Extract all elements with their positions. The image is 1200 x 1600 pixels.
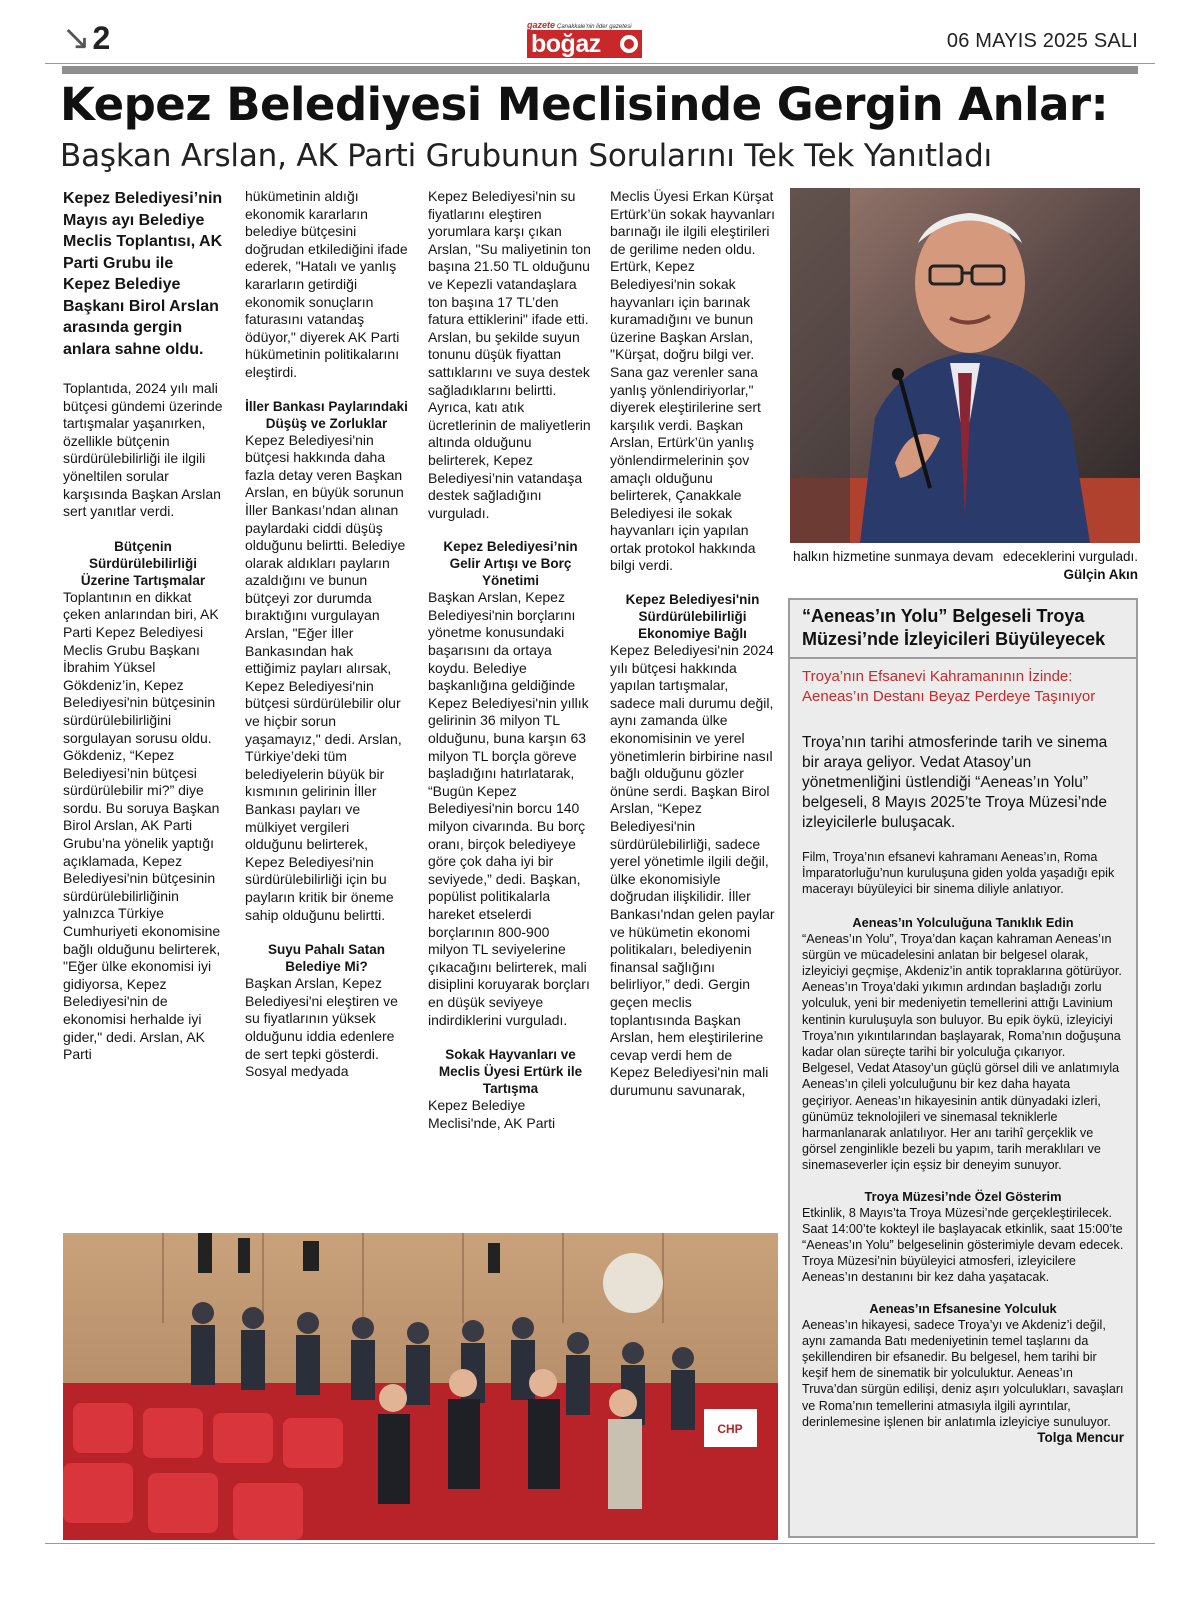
header-bar [62,66,1138,74]
paragraph: Film, Troya’nın efsanevi kahramanı Aeneas’ın, Roma İmparatorluğu’nun kuruluşuna giden yolda yaşadığı epik macerayı büyüleyici bir sinema diliyle anlatıyor. [802,850,1115,897]
photo-caption-left: halkın hizmetine sunmaya devam [793,549,994,564]
header-divider [45,63,1155,64]
speaker-photo [790,188,1140,543]
paragraph: Kepez Belediyesi'nin 2024 yılı bütçesi hakkında yapılan tartışmalar, sadece mali durumu değil, aynı zamanda ülke ekonomisinin ve yerel yönetimlerin birbirine nasıl bağlı olduğunu gözler önüne serdi. Başkan Birol Arslan, “Kepez Belediyesi'nin sürdürülebilirliği, sadece yerel yönetimle ilgili değil, ülke ekonomisiyle doğrudan ilişkilidir. İller Bankası'ndan gelen paylar ve hükümetin ekonomi politikaları, belediyenin finansal sağlığını belirliyor,” dedi. Gergin geçen meclis toplantısında Başkan Arslan, hem eleştirilerine cevap verdi hem de Kepez Belediyesi'nin mali durumunu savunarak, [610,642,775,1098]
sidebar-intro: Troya’nın tarihi atmosferinde tarih ve sinema bir araya geliyor. Vedat Atasoy’un yönetmenliğini üstlendiği “Aeneas’ın Yolu” belgeseli, 8 Mayıs 2025’te Troya Müzesi’nde izleyicilerle buluşacak. [802,734,1108,831]
issue-date: 06 MAYIS 2025 SALI [946,30,1138,52]
photo-caption-right: edeceklerini vurguladı. Gülçin Akın [1002,549,1138,582]
section-heading: Bütçenin Sürdürülebilirliği Üzerine Tartışmalar [80,538,206,588]
page-number: ↘ 2 [62,19,111,57]
section-heading: Sokak Hayvanları ve Meclis Üyesi Ertürk ile Tartışma [438,1047,583,1097]
paragraph: Kepez Belediyesi'nin bütçesi hakkında daha fazla detay veren Başkan Arslan, en büyük sorunun İller Bankası’ndan alınan paylardaki ciddi düşüş olduğunu belirtti. Belediye olarak aldıkları payların azaldığını ve bunun bütçeyi zor durumda bıraktığını vurgulayan Arslan, "Eğer İller Bankasından hak ettiğimiz payları alırsak, Kepez Belediyesi'nin bütçesi sürdürülebilir olur ve hiçbir sorun yaşamayız," dedi. Arslan, Türkiye’deki tüm belediyelerin büyük bir kısmının gelirinin İller Bankası payları ve mülkiyet vergileri olduğunu belirterek, Kepez Belediyesi'nin sürdürülebilirliği için bu payların kritik bir öneme sahip olduğunu belirtti. [245,431,406,923]
paragraph: “Aeneas’ın Yolu”, Troya’dan kaçan kahraman Aeneas’ın sürgün ve mücadelesini anlatan bir belgesel olarak, izleyiciyi geçmişe, Akdeniz’in antik topraklarına götürüyor. Aeneas’ın Troya’daki yıkımın ardından başladığı zorlu yolculuk, yeni bir medeniyetin temellerini attığı Lavinium kentinin kuruluşuyla son buluyor. Bu epik öykü, izleyiciyi Troya’nın yıkıntılarından başlayarak, Roma’nın doğuşuna kadar olan süreçte tarihi bir yolculuğa çıkarıyor. [802,931,1122,1060]
council-meeting-photo [63,1233,778,1540]
paragraph: Aeneas’ın hikayesi, sadece Troya’yı ve Akdeniz’i değil, aynı zamanda Batı medeniyetinin temel taşlarını da şekillendiren bir efsanedir. Bu belgesel, hem tarihi bir keşif hem de sinematik bir yolculuktur. Aeneas’ın Truva’dan sürgün edilişi, deniz aşırı yolculukları, savaşları ve Roma’nın temellerini atmasıyla ilgili ayrıntılar, derinlemesine işlenen bir anlatımla izleyiciye sunuluyor. [802,1317,1124,1429]
footer-divider [45,1543,1155,1544]
paragraph: Toplantının en dikkat çeken anlarından biri, AK Parti Kepez Belediyesi Meclis Grubu Başkanı İbrahim Yüksel Gökdeniz’in, Kepez Belediyesi'nin bütçesinin sürdürülebilirliğini sorgulayan sorusu oldu. Gökdeniz, “Kepez Belediyesi’nin bütçesi sürdürülebilir mi?” diye sordu. Bu soruya Başkan Birol Arslan, AK Parti Grubu’na yönelik yaptığı açıklamada, Kepez Belediyesi'nin bütçesinin sürdürülebilirliğinin yalnızca Türkiye Cumhuriyeti ekonomisine bağlı olduğunu belirterek, "Eğer ülke ekonomisi iyi gidiyorsa, Kepez Belediyesi'nin de ekonomisi herhalde iyi gider," dedi. Arslan, AK Parti [63,588,221,1063]
main-headline: Kepez Belediyesi Meclisinde Gergin Anlar: [60,78,1109,131]
paragraph: Başkan Arslan, Kepez Belediyesi'nin borçlarını yönetme konusundaki başarısını da ortaya koydu. Belediye başkanlığına geldiğinde Kepez Belediyesi'nin yıllık gelirinin 36 milyon TL olduğunu, buna karşın 63 milyon TL borçla göreve başladığını hatırlatarak, “Bugün Kepez Belediyesi'nin borcu 140 milyon civarında. Bu borç oranı, birçok belediyeye göre çok daha iyi bir seviyede,” dedi. Başkan, popülist politikalarla hareket etselerdi borçlarının 800-900 milyon TL seviyelerine çıkacağını belirterek, mali disiplini koruyarak borçları en düşük seviyeye indirdiklerini vurguladı. [428,589,590,1028]
newspaper-logo: gazete Çanakkale'nin lider gazetesi boğaz [527,20,642,58]
article-column-1 [63,188,223,1064]
paragraph: Etkinlik, 8 Mayıs’ta Troya Müzesi’nde gerçekleştirilecek. Saat 14:00’te kokteyl ile başlayacak etkinlik, saat 15:00’te “Aeneas’ın Yolu” belgeselinin gösterimiyle devam edecek. Troya Müzesi’nin büyüleyici atmosferi, izleyicilere Aeneas’ın destanını bir kez daha yaşatacak. [802,1205,1124,1285]
paragraph: Belgesel, Vedat Atasoy’un güçlü görsel dili ve anlatımıyla Aeneas’ın çileli yolculuğunu bir kez daha hayata geçiriyor. Aeneas’ın hikayesinin antik dünyadaki izleri, günümüz teknolojileri ve sinemasal tekniklerle harmanlanarak anlatılıyor. Her anı tarihî gerçeklik ve görsel zenginlikle bezeli bu yapım, tarih meraklıları ve sinemaseverler için eşsiz bir deneyim sunuyor. [802,1061,1120,1173]
corner-arrow-icon: ↘ [62,19,91,57]
sidebar-divider [790,657,1136,659]
sidebar-author: Tolga Mencur [1037,1430,1124,1446]
paragraph: Başkan Arslan, Kepez Belediyesi'ni eleştiren ve su fiyatlarının yüksek olduğunu iddia edenlere de sert tepki gösterdi. Sosyal medyada [245,975,398,1080]
section-heading: Aeneas’ın Efsanesine Yolculuk [869,1300,1057,1316]
paragraph: Toplantıda, 2024 yılı mali bütçesi gündemi üzerinde tartışmalar yaşanırken, özellikle bütçenin sürdürülebilirliği ile ilgili yöneltilen sorular karşısında Başkan Arslan sert yanıtlar verdi. [63,380,223,520]
paragraph: Kepez Belediye Meclisi'nde, AK Parti [428,1097,556,1131]
sidebar-article [788,598,1138,1538]
section-heading: Kepez Belediyesi'nin Sürdürülebilirliği Ekonomiye Bağlı [625,592,760,642]
svg-text:CHP: CHP [717,1422,743,1436]
sidebar-title: “Aeneas’ın Yolu” Belgeseli Troya Müzesi’nde İzleyicileri Büyüleyecek [802,606,1106,649]
paragraph: hükümetinin aldığı ekonomik kararların belediye bütçesini doğrudan etkilediğini ifade ederek, "Hatalı ve yanlış kararların getirdiği ekonomik sonuçların faturasını vatandaş ödüyor," diyerek AK Parti hükümetinin politikalarını eleştirdi. [245,188,408,380]
sidebar-subtitle: Troya’nın Efsanevi Kahramanının İzinde: Aeneas’ın Destanı Beyaz Perdeye Taşınıyor [802,668,1096,705]
article-column-2 [245,188,408,1081]
article-column-4 [610,188,775,1100]
article-author: Gülçin Akın [1063,567,1138,582]
section-heading: Troya Müzesi’nde Özel Gösterim [864,1188,1062,1204]
paragraph: Kepez Belediyesi'nin su fiyatlarını eleştiren yorumlara karşı çıkan Arslan, "Su maliyetinin ton başına 21.50 TL olduğunu ve Kepezli vatandaşlara ton başına 17 TL’den fatura ettiklerini" ifade etti. Arslan, bu şekilde suyun tonunu düşük fiyattan sattıklarını ve suya destek sağladıklarını belirtti. Ayrıca, katı atık ücretlerinin de maliyetlerin altında olduğunu belirterek, Kepez Belediyesi’nin vatandaşa destek sağladığını vurguladı. [428,188,591,521]
logo-emblem-icon [620,35,638,53]
section-heading: İller Bankası Paylarındaki Düşüş ve Zorluklar [245,398,408,431]
sidebar-body [802,849,1124,1445]
section-heading: Aeneas’ın Yolculuğuna Tanıklık Edin [852,914,1074,930]
section-heading: Kepez Belediyesi’nin Gelir Artışı ve Borç Yönetimi [443,539,578,589]
main-subheadline: Başkan Arslan, AK Parti Grubunun Sorularını Tek Tek Yanıtladı [60,138,992,174]
article-column-3 [428,188,593,1132]
article-lead: Kepez Belediyesi’nin Mayıs ayı Belediye Meclis Toplantısı, AK Parti Grubu ile Kepez Belediye Başkanı Birol Arslan arasında gergin anlara sahne oldu. [63,190,223,358]
section-heading: Suyu Pahalı Satan Belediye Mi? [267,942,386,975]
paragraph: Meclis Üyesi Erkan Kürşat Ertürk’ün sokak hayvanları barınağı ile ilgili eleştirileri de gerilime neden oldu. Ertürk, Kepez Belediyesi'nin sokak hayvanları için barınak kuramadığını ve bunun üzerine Başkan Arslan, "Kürşat, doğru bilgi ver. Sana gaz verenler sana yanlış yönlendiriyorlar," diyerek eleştirilerine sert karşılık verdi. Başkan Arslan, Ertürk’ün yanlış yönlendirmelerinin şov amaçlı olduğunu belirterek, Çanakkale Belediyesi ile sokak hayvanları için yapılan ortak protokol hakkında bilgi verdi. [610,188,775,574]
